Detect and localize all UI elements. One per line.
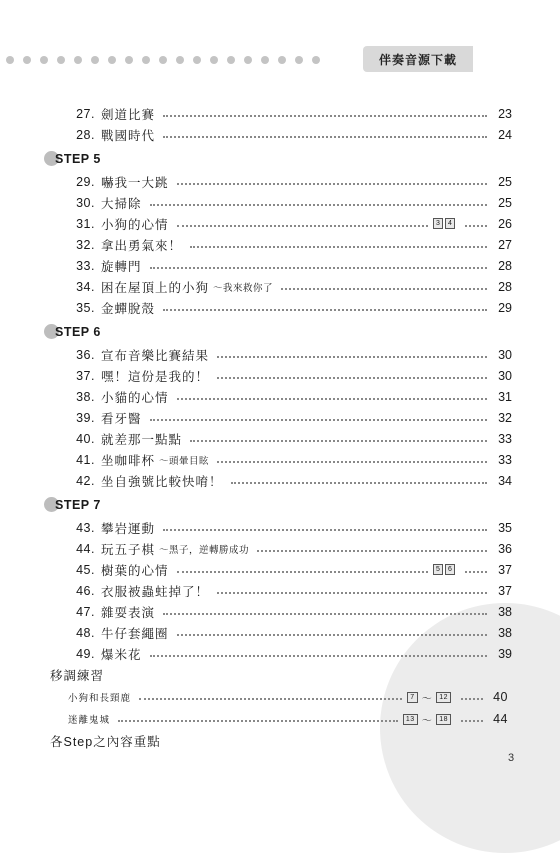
toc-entry[interactable] <box>0 234 560 255</box>
entry-number: 42. <box>76 473 95 488</box>
track-badge: 3 <box>433 218 443 229</box>
toc-entry[interactable] <box>0 344 560 365</box>
dot-leader <box>163 309 487 311</box>
entry-page: 40 <box>493 690 508 704</box>
track-badge: 4 <box>445 218 455 229</box>
dot-leader <box>163 529 487 531</box>
header-dot-row <box>6 56 320 64</box>
entry-page: 39 <box>498 646 512 661</box>
header-dot <box>74 56 82 64</box>
entry-page: 31 <box>498 389 512 404</box>
entry-subtitle: ～黑子，逆轉勝成功 <box>159 544 250 556</box>
dot-leader <box>150 267 487 269</box>
entry-number: 34. <box>76 279 95 294</box>
entry-page: 34 <box>498 473 512 488</box>
entry-page: 30 <box>498 368 512 383</box>
entry-number: 29. <box>76 174 95 189</box>
header-dot <box>40 56 48 64</box>
entry-title: 玩五子棋 <box>101 542 156 557</box>
step-label: STEP 7 <box>55 498 101 512</box>
entry-title: 攀岩運動 <box>101 521 156 536</box>
toc-entry[interactable] <box>0 643 560 664</box>
entry-title: 小貓的心情 <box>101 390 169 405</box>
dot-leader <box>177 634 487 636</box>
header-dot <box>193 56 201 64</box>
entry-number: 43. <box>76 520 95 535</box>
track-badges <box>433 564 455 575</box>
section-heading: 各Step之內容重點 <box>50 735 161 749</box>
dot-leader <box>217 356 487 358</box>
toc-entry[interactable] <box>0 622 560 643</box>
entry-title: 金蟬脫殼 <box>101 301 156 316</box>
toc-entry[interactable] <box>0 407 560 428</box>
dot-leader <box>118 720 398 722</box>
entry-number: 30. <box>76 195 95 210</box>
entry-page: 37 <box>498 562 512 577</box>
dot-leader <box>257 550 487 552</box>
header-dot <box>278 56 286 64</box>
dot-leader <box>163 115 487 117</box>
entry-title: 劍道比賽 <box>101 107 156 122</box>
entry-page: 24 <box>498 127 512 142</box>
entry-title: 小狗的心情 <box>101 217 169 232</box>
header-dot <box>176 56 184 64</box>
entry-number: 41. <box>76 452 95 467</box>
dot-leader <box>217 377 487 379</box>
toc-entry[interactable] <box>0 449 560 470</box>
entry-number: 37. <box>76 368 95 383</box>
track-badge: 5 <box>433 564 443 575</box>
header-dot <box>91 56 99 64</box>
dot-leader <box>177 225 428 227</box>
entry-title: 拿出勇氣來！ <box>101 238 183 253</box>
header-dot <box>244 56 252 64</box>
toc-drill-entry[interactable] <box>0 686 560 708</box>
track-badge: 12 <box>436 692 451 703</box>
header-dot <box>210 56 218 64</box>
dot-leader <box>461 698 483 700</box>
header-dot <box>227 56 235 64</box>
header-dot <box>159 56 167 64</box>
entry-subtitle: ～頭暈目眩 <box>159 455 210 467</box>
toc-drill-entry[interactable] <box>0 708 560 730</box>
toc-entry[interactable] <box>0 559 560 580</box>
entry-page: 38 <box>498 625 512 640</box>
toc-entry[interactable] <box>0 213 560 234</box>
entry-title: 困在屋頂上的小狗 <box>101 280 210 295</box>
entry-page: 38 <box>498 604 512 619</box>
toc-entry[interactable] <box>0 365 560 386</box>
entry-title: 戰國時代 <box>101 128 156 143</box>
toc-entry[interactable] <box>0 276 560 297</box>
entry-number: 48. <box>76 625 95 640</box>
download-badge: 伴奏音源下載 <box>363 46 473 72</box>
dot-leader <box>190 440 487 442</box>
entry-title: 樹葉的心情 <box>101 563 169 578</box>
entry-title: 坐咖啡杯 <box>101 453 156 468</box>
entry-title: 大掃除 <box>101 196 142 211</box>
toc-entry[interactable] <box>0 517 560 538</box>
entry-title: 嘿！這份是我的！ <box>101 369 210 384</box>
entry-title: 雜耍表演 <box>101 605 156 620</box>
dot-leader <box>150 655 487 657</box>
entry-number: 39. <box>76 410 95 425</box>
toc-entry[interactable] <box>0 192 560 213</box>
toc-entry[interactable] <box>0 103 560 124</box>
entry-number: 32. <box>76 237 95 252</box>
entry-page: 26 <box>498 216 512 231</box>
dot-leader <box>231 482 487 484</box>
step-heading <box>0 147 560 171</box>
dot-leader <box>163 613 487 615</box>
dot-leader <box>150 204 487 206</box>
entry-title: 坐自強號比較快唷！ <box>101 474 223 489</box>
dot-leader <box>217 461 487 463</box>
entry-number: 36. <box>76 347 95 362</box>
entry-number: 49. <box>76 646 95 661</box>
entry-title: 旋轉門 <box>101 259 142 274</box>
track-badge: 13 <box>403 714 418 725</box>
page-number: 3 <box>508 752 515 764</box>
entry-page: 28 <box>498 258 512 273</box>
toc-entry[interactable] <box>0 428 560 449</box>
entry-number: 27. <box>76 106 95 121</box>
track-badge: 18 <box>436 714 451 725</box>
entry-title: 嚇我一大跳 <box>101 175 169 190</box>
header-dot <box>23 56 31 64</box>
entry-page: 27 <box>498 237 512 252</box>
track-badge: 7 <box>407 692 417 703</box>
entry-title: 小狗和長頸鹿 <box>68 693 132 704</box>
dot-leader <box>465 571 487 573</box>
range-tilde: ～ <box>421 715 433 727</box>
step-heading <box>0 493 560 517</box>
entry-title: 迷離鬼城 <box>68 715 111 726</box>
track-badge: 6 <box>445 564 455 575</box>
dot-leader <box>465 225 487 227</box>
entry-page: 32 <box>498 410 512 425</box>
entry-number: 35. <box>76 300 95 315</box>
header-dot <box>57 56 65 64</box>
entry-number: 44. <box>76 541 95 556</box>
entry-number: 28. <box>76 127 95 142</box>
entry-title: 衣服被蟲蛀掉了！ <box>101 584 210 599</box>
header-dot <box>108 56 116 64</box>
dot-leader <box>190 246 487 248</box>
entry-number: 45. <box>76 562 95 577</box>
toc-entry[interactable] <box>0 171 560 192</box>
dot-leader <box>177 183 487 185</box>
entry-title: 爆米花 <box>101 647 142 662</box>
step-label: STEP 5 <box>55 152 101 166</box>
dot-leader <box>163 136 487 138</box>
dot-leader <box>150 419 487 421</box>
header-dot <box>125 56 133 64</box>
entry-page: 36 <box>498 541 512 556</box>
entry-title: 就差那一點點 <box>101 432 183 447</box>
entry-page: 33 <box>498 431 512 446</box>
header-dot <box>142 56 150 64</box>
entry-page: 44 <box>493 712 508 726</box>
toc-entry[interactable] <box>0 470 560 491</box>
section-heading: 移調練習 <box>50 669 105 683</box>
table-of-contents <box>0 103 560 752</box>
entry-title: 宣布音樂比賽結果 <box>101 348 210 363</box>
entry-number: 47. <box>76 604 95 619</box>
entry-page: 25 <box>498 195 512 210</box>
range-tilde: ～ <box>421 693 433 705</box>
entry-page: 37 <box>498 583 512 598</box>
dot-leader <box>139 698 402 700</box>
entry-number: 38. <box>76 389 95 404</box>
entry-number: 46. <box>76 583 95 598</box>
header-dot <box>312 56 320 64</box>
dot-leader <box>177 571 428 573</box>
step-heading <box>0 320 560 344</box>
entry-title: 牛仔套繩圈 <box>101 626 169 641</box>
entry-number: 33. <box>76 258 95 273</box>
entry-page: 28 <box>498 279 512 294</box>
toc-entry[interactable] <box>0 124 560 145</box>
entry-subtitle: ～我來救你了 <box>213 282 274 294</box>
toc-entry[interactable] <box>0 538 560 559</box>
entry-page: 29 <box>498 300 512 315</box>
entry-number: 40. <box>76 431 95 446</box>
toc-entry[interactable] <box>0 580 560 601</box>
track-badges <box>433 218 455 229</box>
toc-entry[interactable] <box>0 386 560 407</box>
track-range <box>403 712 451 727</box>
header-dot <box>295 56 303 64</box>
entry-page: 25 <box>498 174 512 189</box>
dot-leader <box>177 398 487 400</box>
entry-number: 31. <box>76 216 95 231</box>
header-dot <box>261 56 269 64</box>
entry-page: 23 <box>498 106 512 121</box>
header-dot <box>6 56 14 64</box>
toc-entry[interactable] <box>0 297 560 318</box>
entry-page: 33 <box>498 452 512 467</box>
toc-entry[interactable] <box>0 255 560 276</box>
dot-leader <box>217 592 487 594</box>
dot-leader <box>281 288 487 290</box>
toc-entry[interactable] <box>0 601 560 622</box>
entry-page: 30 <box>498 347 512 362</box>
dot-leader <box>461 720 483 722</box>
track-range <box>407 690 451 705</box>
entry-title: 看牙醫 <box>101 411 142 426</box>
step-label: STEP 6 <box>55 325 101 339</box>
entry-page: 35 <box>498 520 512 535</box>
